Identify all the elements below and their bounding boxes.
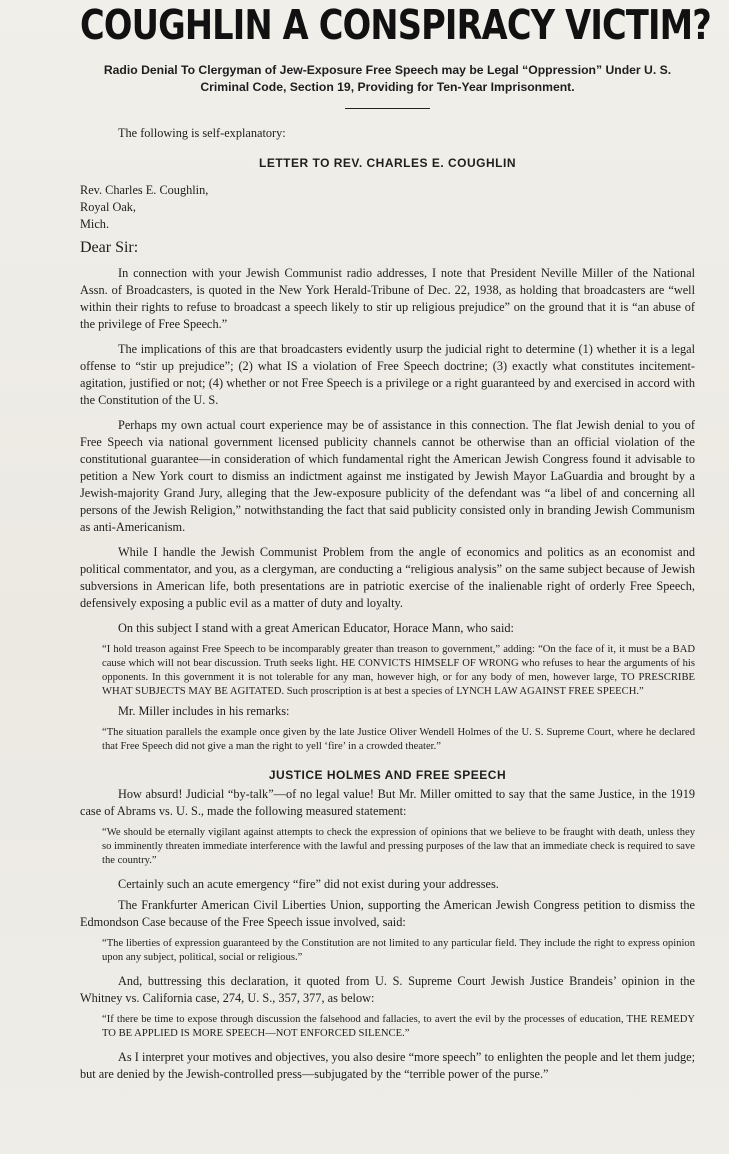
quote-civil-liberties-union: “The liberties of expression guaranteed by the Constitution are not limited to any particular field. They include the right to express opinion upon any subject, political, social or religious.” [102, 938, 695, 963]
paragraph-9: The Frankfurter American Civil Liberties Union, supporting the American Jewish Congress petition to dismiss the Edmondson Case because of the Free Speech issue involved, said: [80, 898, 695, 929]
paragraph-2: The implications of this are that broadcasters evidently usurp the judicial right to determine (1) whether it is a legal offense to “stir up prejudice”; (2) what IS a violation of Free Speech doctrine; (3) exactly what constitutes incitement-agitation, justified or not; (4) whether or not Free Speech is a privilege or a right guaranteed by and exercised in accord with the Constitution of the U. S. [80, 342, 695, 407]
recipient-address [80, 182, 695, 233]
paragraph-6: Mr. Miller includes in his remarks: [118, 704, 290, 718]
address-line: Mich. [80, 217, 110, 231]
letter-title: LETTER TO REV. CHARLES E. COUGHLIN [258, 156, 517, 170]
paragraph-5: On this subject I stand with a great American Educator, Horace Mann, who said: [118, 621, 514, 635]
paragraph-11: As I interpret your motives and objectives, you also desire “more speech” to enlighten the people and let them judge; but are denied by the Jewish-controlled press—subjugated by the “terrible power of the purse.” [80, 1050, 695, 1081]
subheadline: Radio Denial To Clergyman of Jew-Exposure Free Speech may be Legal “Oppression” Under U. S. Criminal Code, Section 19, Providing for Ten-Year Imprisonment. [103, 63, 672, 94]
holmes-section-title: JUSTICE HOLMES AND FREE SPEECH [268, 768, 507, 782]
address-line: Royal Oak, [80, 200, 137, 214]
address-line: Rev. Charles E. Coughlin, [80, 183, 209, 197]
quote-horace-mann: “I hold treason against Free Speech to be incomparably greater than treason to government,” adding: “On the face of it, it must be a BAD cause which will not bear discussion. Truth seeks light. HE CONVICTS HIMSELF OF WRONG who refuses to hear the arguments of his opponents. In this government it is not tolerable for any man, however high, or for any body of men, however large, TO PRESCRIBE WHAT SUBJECTS MAY BE AGITATED. Such proscription is at best a species of LYNCH LAW AGAINST FREE SPEECH.” [102, 644, 695, 697]
paragraph-1: In connection with your Jewish Communist radio addresses, I note that President Neville Miller of the National Assn. of Broadcasters, is quoted in the New York Herald-Tribune of Dec. 22, 1938, as holding that broadcasters are “well within their rights to refuse to broadcast a speech likely to stir up religious prejudice” on the ground that it is “an abuse of the privilege of Free Speech.” [80, 266, 695, 331]
paragraph-7: How absurd! Judicial “by-talk”—of no legal value! But Mr. Miller omitted to say that the same Justice, in the 1919 case of Abrams vs. U. S., made the following measured statement: [80, 787, 695, 818]
divider-rule [345, 108, 430, 109]
quote-holmes: “We should be eternally vigilant against attempts to check the expression of opinions that we believe to be fraught with death, unless they so imminently threaten immediate interference with the lawful and pressing purposes of the law that an immediate check is required to save the country.” [102, 827, 695, 866]
salutation: Dear Sir: [80, 239, 139, 256]
paragraph-4: While I handle the Jewish Communist Problem from the angle of economics and politics as an economist and political commentator, and you, as a clergyman, are conducting a “religious analysis” on the same subject because of Jewish subversions in American life, both presentations are in patriotic exercise of the inalienable right of orderly Free Speech, defensively exposing a public evil as a matter of duty and loyalty. [80, 545, 695, 610]
quote-brandeis: “If there be time to expose through discussion the falsehood and fallacies, to avert the evil by the processes of education, THE REMEDY TO BE APPLIED IS MORE SPEECH—NOT ENFORCED SILENCE.” [102, 1014, 695, 1039]
paragraph-10: And, buttressing this declaration, it quoted from U. S. Supreme Court Jewish Justice Brandeis’ opinion in the Whitney vs. California case, 274, U. S., 357, 377, as below: [80, 974, 695, 1005]
paragraph-8: Certainly such an acute emergency “fire” did not exist during your addresses. [118, 877, 499, 891]
intro-line: The following is self-explanatory: [118, 126, 286, 140]
paragraph-3: Perhaps my own actual court experience may be of assistance in this connection. The flat Jewish denial to you of Free Speech via national government licensed publicity channels cannot be otherwise than an official violation of the constitutional guarantee—in consideration of which fundamental right the American Jewish Congress found it advisable to petition a New York court to dismiss an indictment against me instigated by Jewish Mayor LaGuardia and brought by a Jewish-majority Grand Jury, alleging that the Jew-exposure publicity of the defendant was “a libel of and concerning all persons of the Jewish Religion,” notwithstanding the fact that said publicity consisted only in branding Jewish Communism as anti-Americanism. [80, 418, 695, 534]
headline: COUGHLIN A CONSPIRACY VICTIM? [80, 1, 711, 49]
quote-miller: “The situation parallels the example once given by the late Justice Oliver Wendell Holmes of the U. S. Supreme Court, where he declared that Free Speech did not give a man the right to yell ‘fire’ in a crowded theater.” [102, 727, 695, 752]
